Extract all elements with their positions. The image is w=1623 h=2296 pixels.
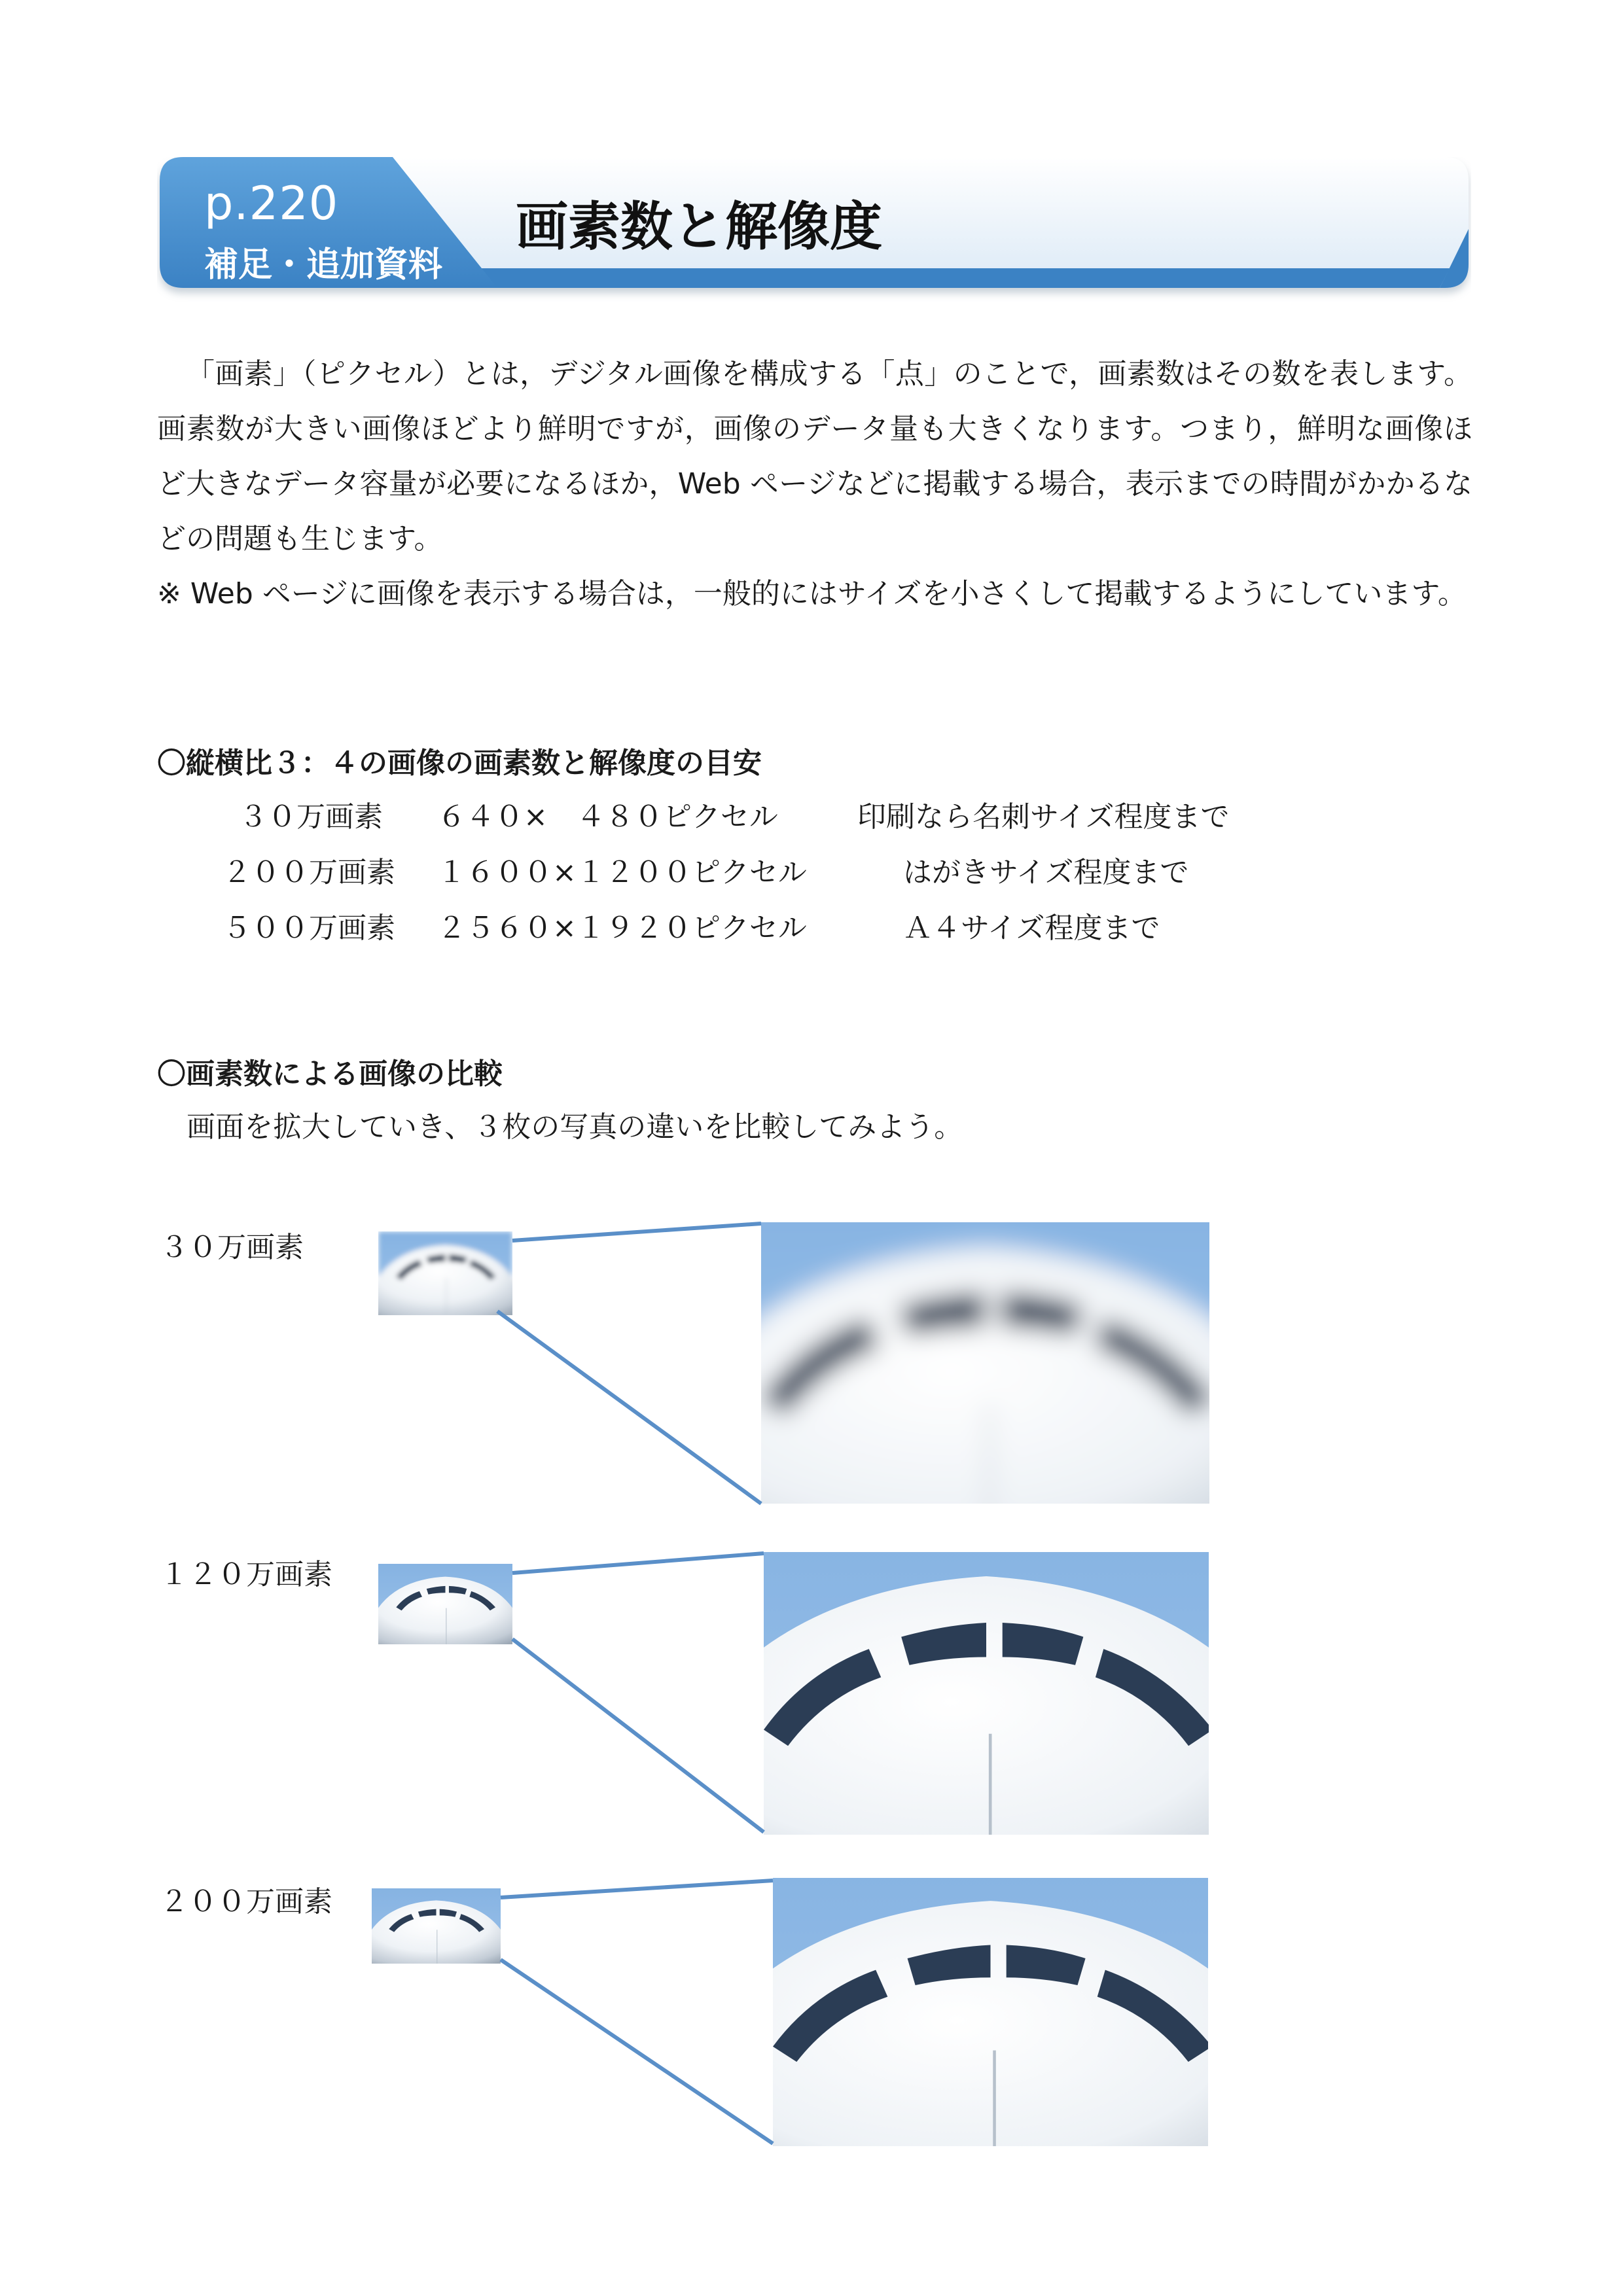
small-photo-300k bbox=[378, 1231, 512, 1315]
pixels-cell: １６００×１２００ピクセル bbox=[437, 856, 807, 889]
sample-label: １２０万画素 bbox=[160, 1558, 332, 1591]
usage-cell: Ａ４サイズ程度まで bbox=[903, 911, 1160, 945]
megapixels-cell: ５００万画素 bbox=[223, 911, 395, 945]
zoomed-photo-2000k bbox=[773, 1878, 1208, 2146]
resolution-guide-heading: 〇縦横比３：４の画像の画素数と解像度の目安 bbox=[157, 747, 762, 780]
sample-label: ２００万画素 bbox=[160, 1885, 332, 1918]
sample-label: ３０万画素 bbox=[160, 1231, 304, 1264]
zoomed-photo-300k bbox=[761, 1222, 1209, 1504]
resolution-row bbox=[0, 793, 1623, 832]
intro-text bbox=[157, 347, 1472, 622]
page-number: p.220 bbox=[204, 177, 339, 230]
resolution-row bbox=[0, 904, 1623, 944]
megapixels-cell: ２００万画素 bbox=[223, 856, 395, 889]
comparison-instruction: 画面を拡大していき、３枚の写真の違いを比較してみよう。 bbox=[187, 1110, 963, 1144]
section-label: 補足・追加資料 bbox=[204, 245, 443, 285]
pixels-cell: ６４０× ４８０ピクセル bbox=[437, 800, 778, 834]
pixels-cell: ２５６０×１９２０ピクセル bbox=[437, 911, 807, 945]
zoomed-photo-1200k bbox=[764, 1552, 1209, 1835]
small-photo-1200k bbox=[378, 1564, 512, 1644]
usage-cell: 印刷なら名刺サイズ程度まで bbox=[857, 800, 1230, 834]
resolution-row bbox=[0, 849, 1623, 888]
small-photo-2000k bbox=[372, 1888, 501, 1964]
header-banner bbox=[157, 157, 1471, 306]
megapixels-cell: ３０万画素 bbox=[239, 800, 383, 834]
page-title: 画素数と解像度 bbox=[516, 196, 882, 257]
intro-paragraph: 「画素」（ピクセル）とは，デジタル画像を構成する「点」のことで，画素数はその数を表します。画素数が大きい画像ほどより鮮明ですが，画像のデータ量も大きくなります。つまり，鮮明な画像ほど大きなデータ容量が必要になるほか，Web ページなどに掲載する場合，表示までの時間がかかるなどの問題も生じます。 bbox=[157, 357, 1472, 556]
intro-note: ※ Web ページに画像を表示する場合は，一般的にはサイズを小さくして掲載するようにしています。 bbox=[157, 577, 1467, 610]
comparison-heading: 〇画素数による画像の比較 bbox=[157, 1057, 503, 1091]
usage-cell: はがきサイズ程度まで bbox=[903, 856, 1189, 889]
